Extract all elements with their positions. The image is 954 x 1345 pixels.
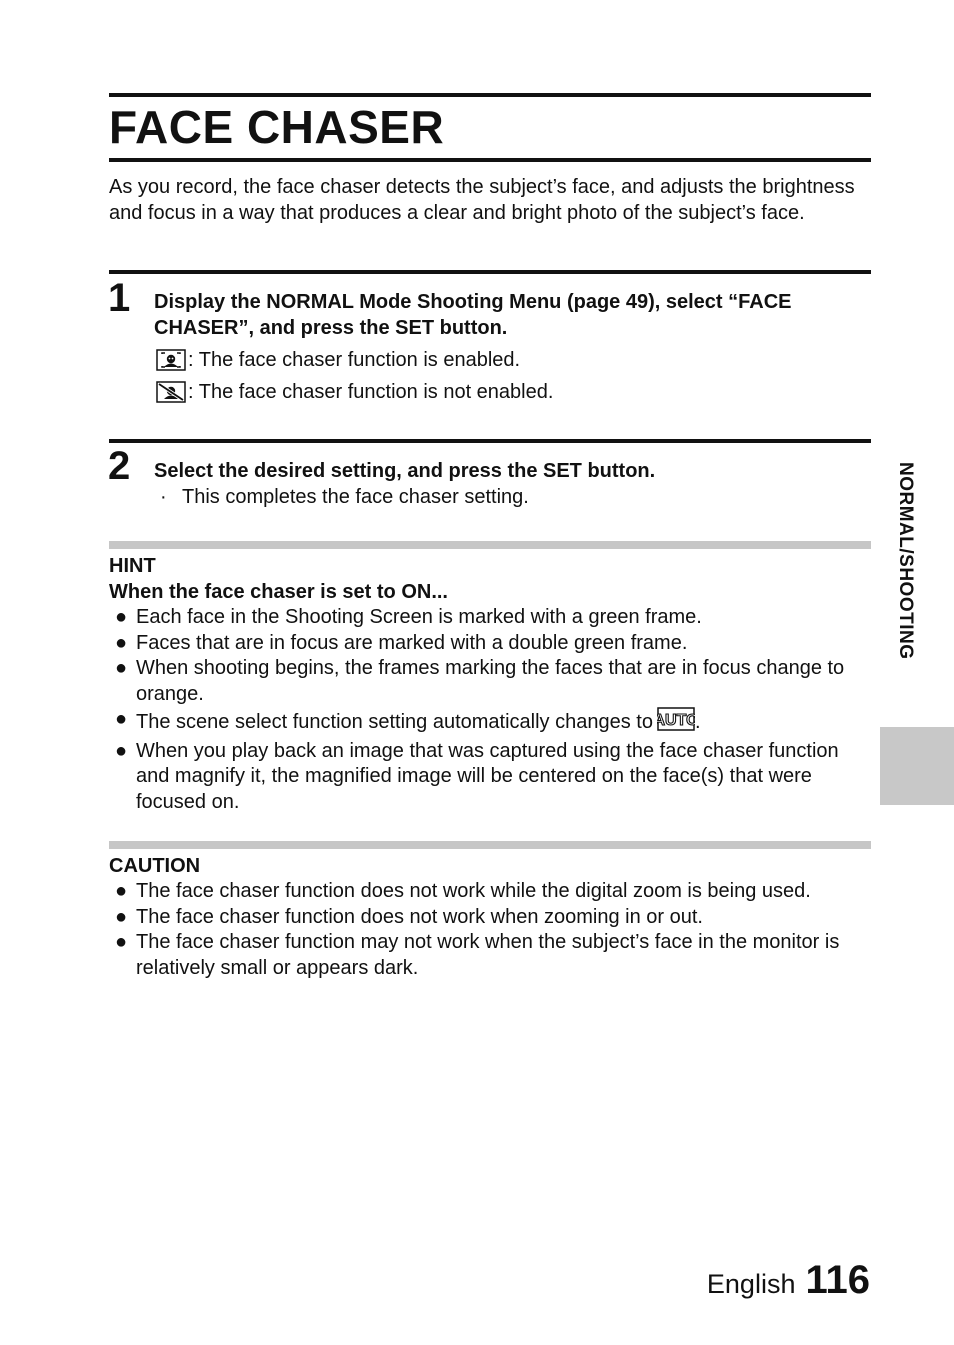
list-item: ● The face chaser function does not work when zooming in or out. — [115, 905, 703, 928]
list-item: ● The face chaser function does not work while the digital zoom is being used. — [115, 880, 811, 902]
list-item: ● When shooting begins, the frames marking the faces that are in focus change to orange. — [115, 657, 845, 705]
intro-paragraph: As you record, the face chaser detects the subject’s face, and adjusts the brightness and focus in a way that produces a clear and bright photo of the subject’s face. — [109, 176, 855, 224]
face-chaser-off-icon — [156, 381, 186, 403]
side-tab-marker — [880, 727, 954, 805]
hint-list — [109, 605, 871, 815]
caution-rule — [109, 841, 871, 849]
list-item: ● The face chaser function may not work when the subject’s face in the monitor is relatively small or appears dark. — [115, 931, 840, 979]
option-face-chaser-on — [156, 347, 520, 373]
step1-number: 1 — [108, 276, 131, 320]
face-chaser-on-icon — [156, 349, 186, 371]
title-top-rule — [109, 93, 871, 97]
footer-language: English — [706, 1269, 796, 1299]
side-tab-label: NORMAL/SHOOTING — [895, 462, 916, 660]
page-footer — [707, 1258, 870, 1303]
caution-list — [109, 879, 871, 981]
title-bottom-rule — [109, 158, 871, 162]
step1-rule — [109, 270, 871, 274]
option-off-text: : The face chaser function is not enabled. — [188, 381, 554, 403]
list-item: ● The scene select function setting automatically changes to AUTO . — [109, 707, 871, 739]
step2-note — [160, 484, 529, 510]
caution-label: CAUTION — [109, 855, 201, 877]
step1-instruction: Display the NORMAL Mode Shooting Menu (page 49), select “FACE CHASER”, and press the SET button. — [154, 291, 792, 339]
svg-text:AUTO: AUTO — [656, 712, 695, 729]
page-number: 116 — [805, 1258, 870, 1302]
hint-subheading: When the face chaser is set to ON... — [109, 581, 448, 603]
list-item: ● Each face in the Shooting Screen is marked with a green frame. — [115, 606, 702, 628]
step2-rule — [109, 439, 871, 443]
step2-number: 2 — [108, 444, 131, 488]
auto-mode-icon — [657, 707, 695, 739]
hint-label: HINT — [109, 555, 156, 577]
hint-rule — [109, 541, 871, 549]
bullet-dot: · — [160, 486, 167, 508]
page-title: FACE CHASER — [109, 101, 445, 153]
list-item: ● When you play back an image that was captured using the face chaser function and magnify it, the magnified image will be centered on the face(s) that were focused on. — [115, 739, 839, 813]
step2-instruction: Select the desired setting, and press the SET button. — [154, 460, 656, 482]
option-face-chaser-off — [156, 379, 553, 405]
option-on-text: : The face chaser function is enabled. — [188, 349, 521, 371]
step2-note-text: This completes the face chaser setting. — [182, 486, 529, 508]
list-item: ● Faces that are in focus are marked with a double green frame. — [115, 631, 688, 654]
